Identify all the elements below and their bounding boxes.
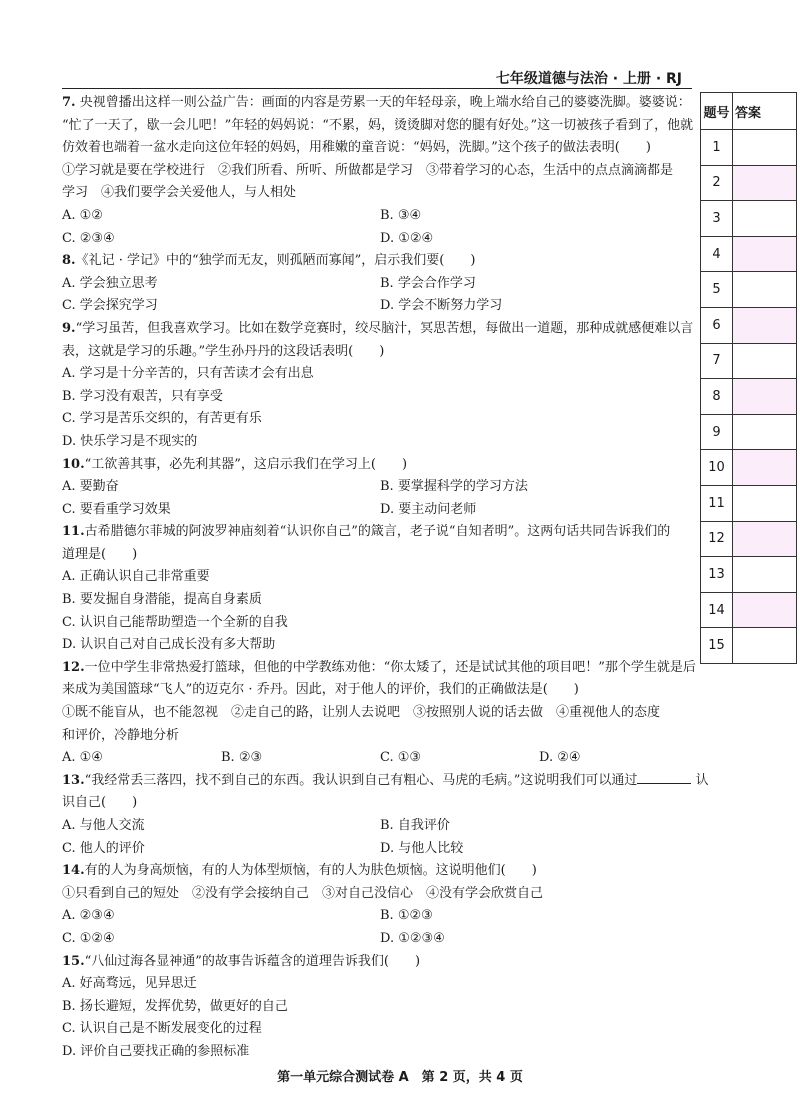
choice-d: D. 评价自己要找正确的参照标准 — [62, 1043, 250, 1059]
answer-cell[interactable] — [733, 450, 797, 486]
choice-b: B. 学会合作学习 — [380, 275, 476, 291]
answer-row — [701, 485, 797, 521]
choice-a: A. ①④ — [62, 750, 103, 766]
answer-row — [701, 414, 797, 450]
answer-row-number: 1 — [701, 130, 733, 166]
question-text: “工欲善其事，必先利其器”，这启示我们在学习上( ) — [84, 456, 408, 472]
choice-b: B. 自我评价 — [380, 818, 450, 833]
choice-c: C. ①②④ — [62, 930, 115, 946]
answer-row-number: 2 — [701, 165, 733, 201]
choice-c: C. 认识自己能帮助塑造一个全新的自我 — [62, 614, 288, 630]
answer-cell[interactable] — [733, 521, 797, 557]
question-number: 7. — [62, 95, 76, 110]
answer-cell[interactable] — [733, 130, 797, 166]
choice-c: C. 要看重学习效果 — [62, 501, 171, 517]
question-text: 《礼记 · 学记》中的“独学而无友，则孤陋而寡闻”，启示我们要( ) — [75, 253, 476, 269]
question-text: 古希腊德尔菲城的阿波罗神庙刻着“认识你自己”的箴言，老子说“自知者明”。这两句话共同告诉我们的 — [84, 524, 671, 540]
choice-d: D. 要主动问老师 — [380, 501, 477, 517]
question-number: 14. — [62, 863, 85, 879]
answer-row-number: 4 — [701, 236, 733, 272]
question-number: 11. — [62, 524, 85, 540]
choice-b: B. 要发掘自身潜能，提高自身素质 — [62, 592, 262, 608]
choice-a: A. 好高骛远，见异思迁 — [62, 976, 197, 992]
answer-table-answer-header: 答案 — [733, 93, 797, 130]
answer-cell[interactable] — [733, 343, 797, 379]
question-9 — [62, 318, 698, 341]
answer-cell[interactable] — [733, 201, 797, 237]
header-rule — [62, 88, 692, 89]
choice-b: B. 扬长避短，发挥优势，做更好的自己 — [62, 998, 288, 1014]
question-number: 13. — [62, 772, 85, 788]
page-header-title: 七年级道德与法治 · 上册 · RJ — [495, 71, 682, 87]
question-text: 识自己( ) — [62, 795, 138, 811]
question-text: 来成为美国篮球“飞人”的迈克尔 · 乔丹。因此，对于他人的评价，我们的正确做法是( ) — [62, 682, 579, 698]
choice-d: D. ①②③④ — [380, 930, 445, 946]
fill-blank — [637, 771, 691, 784]
statement-options: 和评价，冷静地分析 — [62, 727, 180, 743]
answer-table-number-header: 题号 — [701, 93, 733, 130]
answer-row — [701, 379, 797, 415]
answer-row — [701, 272, 797, 308]
choice-c: C. ①③ — [380, 750, 422, 766]
choice-c: C. 他人的评价 — [62, 840, 145, 856]
statement-options: ①既不能盲从，也不能忽视 ②走自己的路，让别人去说吧 ③按照别人说的话去做 ④重视他人的态度 — [62, 705, 661, 721]
answer-row — [701, 592, 797, 628]
question-text: 认 — [695, 772, 709, 788]
answer-cell[interactable] — [733, 414, 797, 450]
question-text: “我经常丢三落四，找不到自己的东西。我认识到自己有粗心、马虎的毛病。”这说明我们可以通过 — [84, 772, 638, 788]
page-footer: 第一单元综合测试卷 A 第 2 页，共 4 页 — [277, 1070, 523, 1085]
statement-options: ①只看到自己的短处 ②没有学会接纳自己 ③对自己没信心 ④没有学会欣赏自己 — [62, 885, 544, 901]
answer-row-number: 7 — [701, 343, 733, 379]
answer-cell[interactable] — [733, 272, 797, 308]
choice-a: A. 学习是十分辛苦的，只有苦读才会有出息 — [62, 366, 314, 382]
answer-row — [701, 165, 797, 201]
choice-d: D. 认识自己对自己成长没有多大帮助 — [62, 637, 276, 653]
choice-c: C. 学会探究学习 — [62, 298, 158, 314]
answer-cell[interactable] — [733, 592, 797, 628]
question-text: “八仙过海各显神通”的故事告诉蕴含的道理告诉我们( ) — [84, 953, 421, 969]
choice-c: C. 学习是苦乐交织的，有苦更有乐 — [62, 411, 262, 427]
question-text: 仿效着也端着一盆水走向这位年轻的妈妈，用稚嫩的童音说：“妈妈，洗脚。”这个孩子的做法表明( ) — [62, 140, 651, 156]
answer-row-number: 8 — [701, 379, 733, 415]
question-number: 9. — [62, 320, 76, 336]
answer-cell[interactable] — [733, 628, 797, 664]
answer-row — [701, 557, 797, 593]
choice-a: A. 与他人交流 — [62, 818, 145, 833]
question-number: 15. — [62, 953, 85, 969]
question-11 — [62, 521, 698, 544]
question-text: 有的人为身高烦恼，有的人为体型烦恼，有的人为肤色烦恼。这说明他们( ) — [84, 863, 537, 879]
question-15 — [62, 951, 698, 974]
question-text: “忙了一天了，歇一会儿吧！”年轻的妈妈说：“不累，妈，烫烫脚对您的腿有好处。”这一切被孩子看到了，他就 — [62, 117, 694, 133]
question-8 — [62, 250, 698, 273]
choice-d: D. ②④ — [539, 750, 581, 766]
choice-a: A. 正确认识自己非常重要 — [62, 569, 210, 585]
choice-d: D. 快乐学习是不现实的 — [62, 433, 198, 449]
question-7 — [62, 92, 698, 115]
answer-row-number: 5 — [701, 272, 733, 308]
question-13 — [62, 770, 709, 793]
choice-d: D. 学会不断努力学习 — [380, 298, 503, 314]
answer-row-number: 9 — [701, 414, 733, 450]
choice-a: A. ①② — [62, 207, 103, 223]
answer-row-number: 12 — [701, 521, 733, 557]
choice-b: B. ③④ — [380, 207, 422, 223]
question-number: 10. — [62, 456, 85, 472]
answer-row-number: 6 — [701, 307, 733, 343]
statement-options: ①学习就是要在学校进行 ②我们所看、所听、所做都是学习 ③带着学习的心态，生活中的点点滴滴都是 — [62, 162, 674, 178]
answer-row — [701, 201, 797, 237]
choice-a: A. ②③④ — [62, 908, 115, 924]
answer-row-number: 13 — [701, 557, 733, 593]
choice-d: D. ①②④ — [380, 230, 434, 246]
answer-row — [701, 307, 797, 343]
question-column — [62, 92, 709, 1064]
answer-row-number: 15 — [701, 628, 733, 664]
statement-options: 学习 ④我们要学会关爱他人，与人相处 — [62, 185, 297, 201]
answer-cell[interactable] — [733, 485, 797, 521]
question-text: 央视曾播出这样一则公益广告：画面的内容是劳累一天的年轻母亲，晚上端水给自己的婆婆洗脚。婆婆说： — [79, 95, 691, 110]
choice-c: C. ②③④ — [62, 230, 115, 246]
choice-b: B. ②③ — [221, 750, 263, 766]
answer-row-number: 14 — [701, 592, 733, 628]
choice-b: B. 学习没有艰苦，只有享受 — [62, 388, 223, 404]
question-number: 12. — [62, 659, 85, 675]
choice-c: C. 认识自己是不断发展变化的过程 — [62, 1021, 262, 1037]
answer-row-number: 3 — [701, 201, 733, 237]
answer-cell[interactable] — [733, 165, 797, 201]
answer-cell[interactable] — [733, 379, 797, 415]
answer-row — [701, 521, 797, 557]
answer-cell[interactable] — [733, 557, 797, 593]
question-text: “学习虽苦，但我喜欢学习。比如在数学竞赛时，绞尽脑汁，冥思苦想，每做出一道题，那种成就感便难以言 — [75, 320, 694, 336]
choice-d: D. 与他人比较 — [380, 840, 464, 856]
answer-row — [701, 450, 797, 486]
choice-b: B. 要掌握科学的学习方法 — [380, 479, 528, 495]
answer-row — [701, 130, 797, 166]
answer-cell[interactable] — [733, 307, 797, 343]
question-number: 8. — [62, 253, 76, 269]
answer-row — [701, 628, 797, 664]
answer-row — [701, 343, 797, 379]
question-text: 道理是( ) — [62, 546, 138, 562]
question-text: 一位中学生非常热爱打篮球，但他的中学教练劝他：“你太矮了，还是试试其他的项目吧！”那个学生就是后 — [84, 659, 696, 675]
answer-cell[interactable] — [733, 236, 797, 272]
choice-a: A. 学会独立思考 — [62, 275, 158, 291]
answer-row-number: 10 — [701, 450, 733, 486]
answer-row — [701, 236, 797, 272]
choice-a: A. 要勤奋 — [62, 479, 119, 495]
question-14 — [62, 860, 698, 883]
choice-b: B. ①②③ — [380, 908, 433, 924]
answer-row-number: 11 — [701, 485, 733, 521]
question-text: 表，这就是学习的乐趣。”学生孙丹丹的这段话表明( ) — [62, 343, 385, 359]
question-12 — [62, 657, 698, 680]
question-10 — [62, 454, 698, 477]
answer-table — [700, 92, 797, 664]
